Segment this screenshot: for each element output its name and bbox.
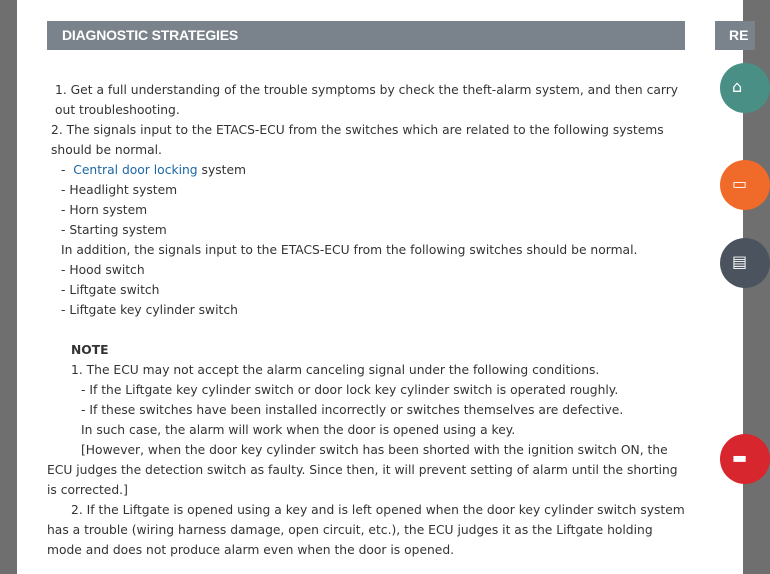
section-header bbox=[47, 21, 685, 50]
note-item-2: 2. If the Liftgate is opened using a key and is left opened when the door key cylinder switch system has a trouble (wiring harness damage, open circuit, etc.), the ECU judges it as the Liftgate holding mode and does not produce alarm even when the door is opened. bbox=[47, 503, 685, 557]
central-door-locking-link[interactable]: Central door locking bbox=[73, 163, 198, 177]
section-title: DIAGNOSTIC STRATEGIES bbox=[62, 27, 238, 43]
minus-button[interactable] bbox=[720, 434, 770, 484]
list-item: - Liftgate key cylinder switch bbox=[61, 303, 238, 317]
list-item: - Headlight system bbox=[61, 183, 178, 197]
note-title: NOTE bbox=[71, 343, 109, 357]
book-icon: ▤ bbox=[732, 252, 748, 271]
note-subitem: [However, when the door key cylinder switch has been shorted with the ignition switch ON, the ECU judges the detection switch as faulty. Since then, it will prevent setting of alarm until the shorting is corrected.] bbox=[47, 443, 678, 497]
minus-icon: ▬ bbox=[732, 448, 748, 467]
home-button[interactable] bbox=[720, 63, 770, 113]
home-icon: ⌂ bbox=[732, 77, 743, 96]
list-item: - Horn system bbox=[61, 203, 148, 217]
paragraph-1: 1. Get a full understanding of the trouble symptoms by check the theft-alarm system, and then carry out troubleshooting. bbox=[55, 83, 679, 117]
diagnostic-content bbox=[47, 80, 687, 560]
document-page bbox=[17, 0, 749, 574]
note-subitem: In such case, the alarm will work when the door is opened using a key. bbox=[81, 423, 516, 437]
list-item: - Starting system bbox=[61, 223, 167, 237]
paragraph-2: 2. The signals input to the ETACS-ECU from the switches which are related to the following systems should be normal. bbox=[51, 123, 664, 157]
document-button[interactable] bbox=[720, 160, 770, 210]
list-item: - Hood switch bbox=[61, 263, 145, 277]
spacer bbox=[47, 320, 687, 340]
list-item: - Liftgate switch bbox=[61, 283, 160, 297]
book-button[interactable] bbox=[720, 238, 770, 288]
related-panel-header: RE bbox=[715, 21, 755, 50]
paragraph-3: In addition, the signals input to the ETACS-ECU from the following switches should be normal. bbox=[61, 243, 638, 257]
list-item: - Central door locking system bbox=[61, 163, 246, 177]
note-subitem: - If the Liftgate key cylinder switch or door lock key cylinder switch is operated roughly. bbox=[81, 383, 619, 397]
note-subitem: - If these switches have been installed incorrectly or switches themselves are defective. bbox=[81, 403, 624, 417]
note-item-1: 1. The ECU may not accept the alarm canceling signal under the following conditions. bbox=[71, 363, 600, 377]
document-icon: ▭ bbox=[732, 174, 748, 193]
